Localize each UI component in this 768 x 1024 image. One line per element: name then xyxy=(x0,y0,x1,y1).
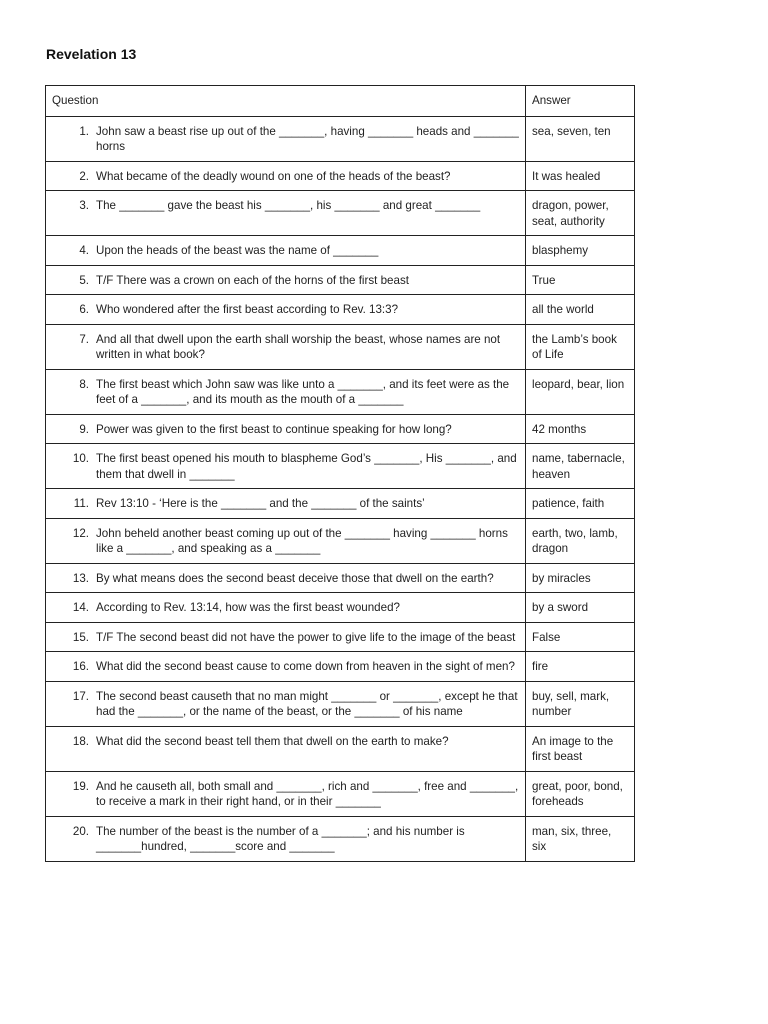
answer-cell: fire xyxy=(526,652,635,682)
question-number: 8. xyxy=(79,377,89,391)
table-row xyxy=(46,414,635,444)
answer-cell: great, poor, bond, foreheads xyxy=(526,771,635,816)
question-cell xyxy=(46,593,526,623)
question-cell xyxy=(46,622,526,652)
question-text: Power was given to the first beast to continue speaking for how long? xyxy=(96,422,452,436)
question-text: The _______ gave the beast his _______, his _______ and great _______ xyxy=(96,199,481,212)
question-number: 18. xyxy=(72,734,89,748)
question-text: What did the second beast tell them that dwell on the earth to make? xyxy=(96,734,449,748)
question-cell xyxy=(46,265,526,295)
page-title: Revelation 13 xyxy=(46,46,137,62)
answer-cell: name, tabernacle, heaven xyxy=(526,444,635,489)
question-cell xyxy=(46,652,526,682)
table-row xyxy=(46,444,635,489)
answer-cell: It was healed xyxy=(526,161,635,191)
question-text: John beheld another beast coming up out of the _______ having _______ horns like a _______, and speaking as a _______ xyxy=(96,526,508,555)
answer-cell: dragon, power, seat, authority xyxy=(526,191,635,236)
question-number: 17. xyxy=(72,689,89,703)
question-cell xyxy=(46,563,526,593)
answer-cell: An image to the first beast xyxy=(526,726,635,771)
answer-cell: earth, two, lamb, dragon xyxy=(526,518,635,563)
question-text: And all that dwell upon the earth shall worship the beast, whose names are not written in what book? xyxy=(96,332,501,361)
answer-cell: by a sword xyxy=(526,593,635,623)
answer-cell: all the world xyxy=(526,295,635,325)
question-cell xyxy=(46,161,526,191)
question-number: 4. xyxy=(79,244,89,257)
table-row xyxy=(46,161,635,191)
question-cell xyxy=(46,191,526,236)
question-cell xyxy=(46,295,526,325)
question-number: 6. xyxy=(79,303,89,316)
question-cell xyxy=(46,369,526,414)
table-row xyxy=(46,622,635,652)
answer-cell: leopard, bear, lion xyxy=(526,369,635,414)
question-cell xyxy=(46,414,526,444)
answer-cell: False xyxy=(526,622,635,652)
question-cell xyxy=(46,489,526,519)
answer-cell: buy, sell, mark, number xyxy=(526,681,635,726)
question-text: Upon the heads of the beast was the name of _______ xyxy=(96,244,379,257)
question-cell xyxy=(46,726,526,771)
question-text: What did the second beast cause to come down from heaven in the sight of men? xyxy=(96,660,515,673)
question-number: 5. xyxy=(79,273,89,287)
question-text: According to Rev. 13:14, how was the first beast wounded? xyxy=(96,601,400,614)
question-number: 9. xyxy=(79,422,89,436)
table-row xyxy=(46,324,635,369)
answer-cell: True xyxy=(526,265,635,295)
question-text: The first beast opened his mouth to blaspheme God’s _______, His _______, and them that dwell in _______ xyxy=(96,452,517,481)
question-number: 3. xyxy=(79,199,89,212)
table-row xyxy=(46,116,635,161)
question-number: 12. xyxy=(72,526,89,540)
answer-cell: 42 months xyxy=(526,414,635,444)
question-cell xyxy=(46,236,526,266)
table-body xyxy=(46,116,635,861)
table-row xyxy=(46,369,635,414)
question-column-header: Question xyxy=(46,86,526,117)
question-number: 7. xyxy=(79,332,89,346)
question-cell xyxy=(46,324,526,369)
question-number: 16. xyxy=(72,660,89,673)
table-row xyxy=(46,265,635,295)
table-row xyxy=(46,489,635,519)
table-row xyxy=(46,563,635,593)
table-row xyxy=(46,652,635,682)
table-row xyxy=(46,816,635,861)
question-number: 10. xyxy=(72,452,89,465)
question-number: 2. xyxy=(79,169,89,183)
question-text: By what means does the second beast deceive those that dwell on the earth? xyxy=(96,571,494,585)
question-number: 19. xyxy=(72,779,89,793)
question-text: T/F There was a crown on each of the horns of the first beast xyxy=(96,273,409,287)
question-cell xyxy=(46,771,526,816)
table-row xyxy=(46,593,635,623)
table-row xyxy=(46,191,635,236)
table-header-row xyxy=(46,86,635,117)
question-cell xyxy=(46,816,526,861)
answer-cell: man, six, three, six xyxy=(526,816,635,861)
question-text: Who wondered after the first beast according to Rev. 13:3? xyxy=(96,303,399,316)
question-number: 14. xyxy=(72,601,89,614)
question-cell xyxy=(46,518,526,563)
answer-cell: patience, faith xyxy=(526,489,635,519)
table-row xyxy=(46,771,635,816)
answer-cell: blasphemy xyxy=(526,236,635,266)
question-number: 15. xyxy=(72,630,89,644)
question-answer-table xyxy=(45,85,635,862)
table-row xyxy=(46,518,635,563)
question-text: What became of the deadly wound on one of the heads of the beast? xyxy=(96,169,451,183)
question-text: Rev 13:10 - ‘Here is the _______ and the _______ of the saints’ xyxy=(96,497,425,510)
question-text: The second beast causeth that no man might _______ or _______, except he that had the _______, or the name of the beast, or the _______ of his name xyxy=(96,689,518,718)
question-text: John saw a beast rise up out of the _______, having _______ heads and _______ horns xyxy=(96,124,519,153)
question-number: 11. xyxy=(73,497,89,510)
question-text: T/F The second beast did not have the power to give life to the image of the beast xyxy=(96,630,516,644)
answer-column-header: Answer xyxy=(526,86,635,117)
answer-cell: by miracles xyxy=(526,563,635,593)
question-text: The number of the beast is the number of a _______; and his number is _______hundred, _______score and _______ xyxy=(96,824,465,853)
question-number: 20. xyxy=(72,824,89,838)
question-cell xyxy=(46,681,526,726)
table-row xyxy=(46,295,635,325)
question-number: 1. xyxy=(79,124,89,138)
question-number: 13. xyxy=(72,571,89,585)
question-cell xyxy=(46,116,526,161)
table-row xyxy=(46,681,635,726)
question-cell xyxy=(46,444,526,489)
answer-cell: sea, seven, ten xyxy=(526,116,635,161)
question-text: The first beast which John saw was like unto a _______, and its feet were as the feet of a _______, and its mouth as the mouth of a _______ xyxy=(96,377,510,406)
table-row xyxy=(46,726,635,771)
question-text: And he causeth all, both small and _______, rich and _______, free and _______, to receive a mark in their right hand, or in their _______ xyxy=(96,779,519,808)
answer-cell: the Lamb’s book of Life xyxy=(526,324,635,369)
table-row xyxy=(46,236,635,266)
